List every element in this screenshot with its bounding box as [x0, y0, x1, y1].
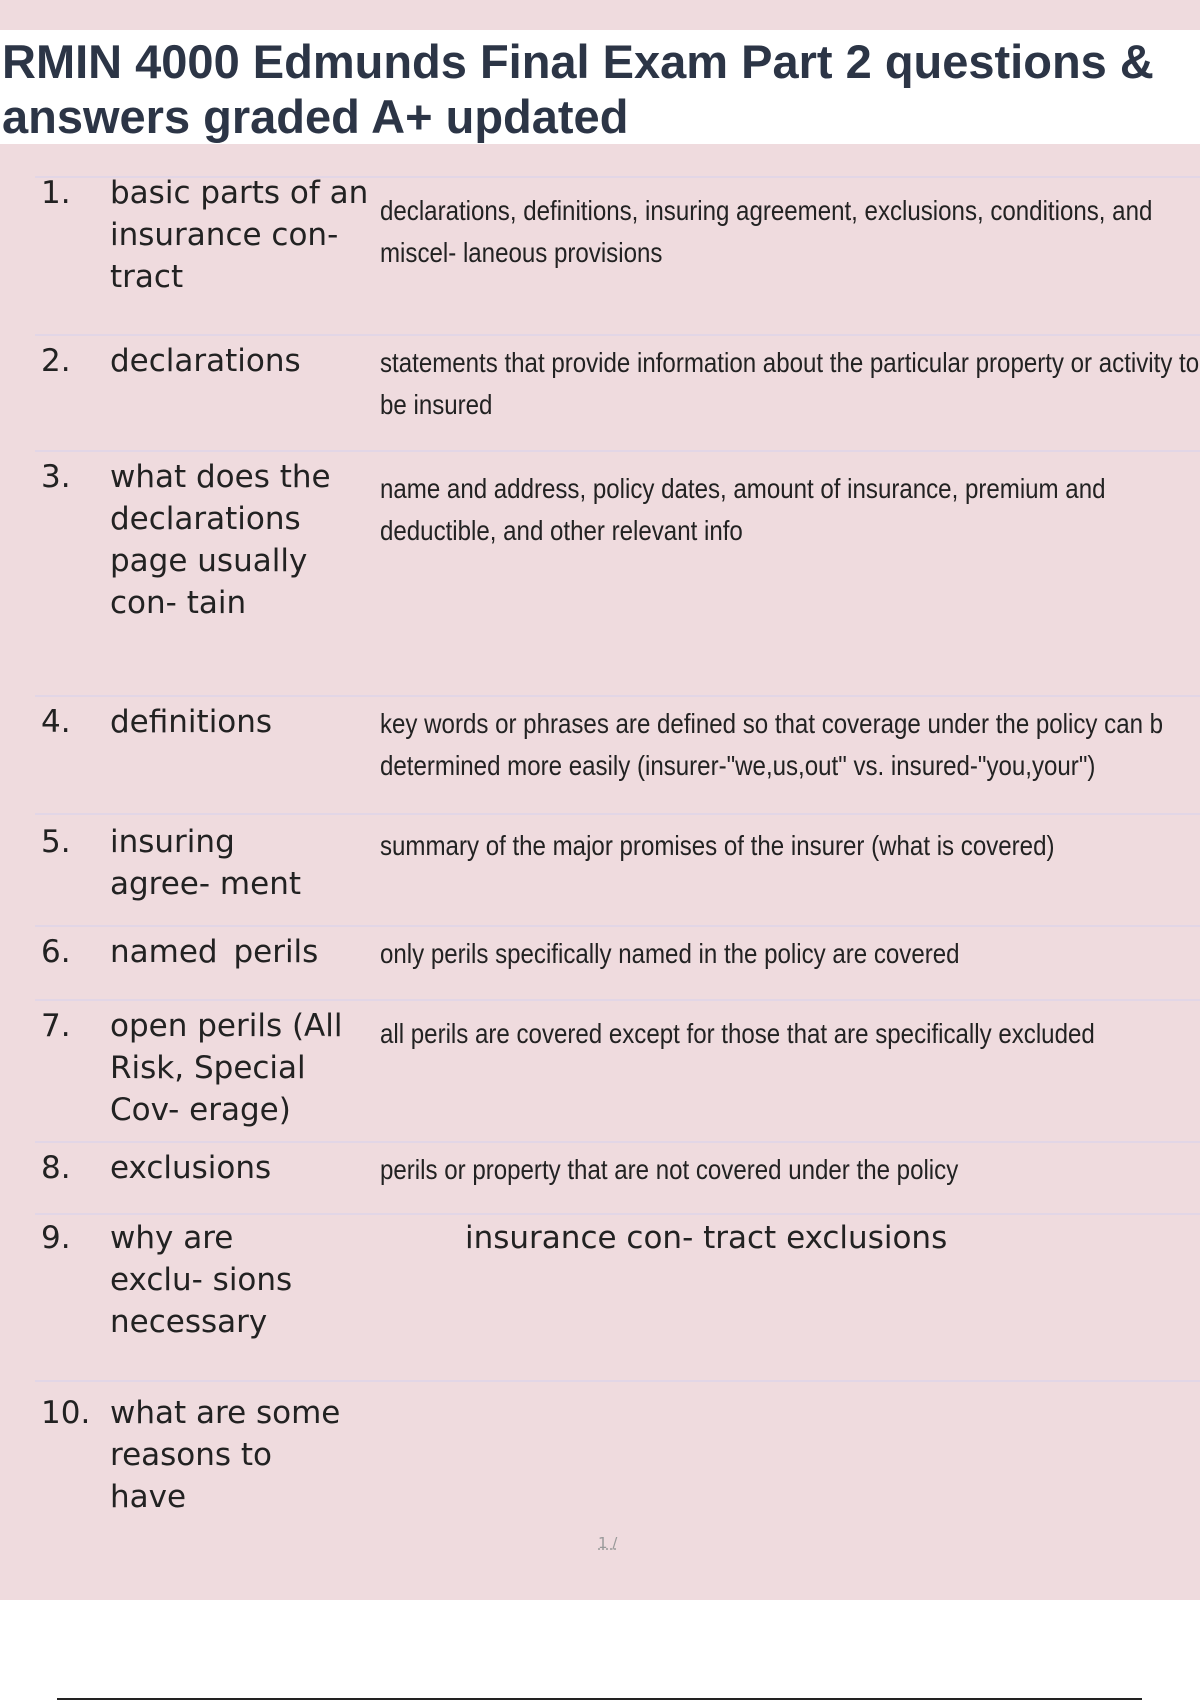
- term-answer: statements that provide information about the particular property or activity to be insured: [380, 347, 1200, 420]
- term-row-7: [35, 999, 1200, 1143]
- term-row-3: [35, 450, 1200, 684]
- term-question: declarations: [110, 343, 301, 379]
- term-row-1: [35, 176, 1200, 306]
- term-row-8: [35, 1141, 1200, 1215]
- term-question: insuring agree- ment: [110, 824, 301, 902]
- term-answer: summary of the major promises of the insurer (what is covered): [380, 830, 1055, 861]
- term-number: 8.: [41, 1150, 71, 1186]
- term-question: open perils (All Risk, Special Cov- erage): [110, 1008, 343, 1128]
- document-title: RMIN 4000 Edmunds Final Exam Part 2 questions & answers graded A+ updated: [2, 35, 1154, 143]
- term-number: 5.: [41, 824, 71, 860]
- term-question: why are exclu- sions necessary: [110, 1220, 293, 1340]
- term-question: what does the declarations page usually con- tain: [110, 459, 331, 621]
- term-question: basic parts of an insurance con- tract: [110, 175, 369, 295]
- term-row-9: [35, 1213, 1200, 1367]
- term-row-6: [35, 925, 1200, 1001]
- term-answer: perils or property that are not covered under the policy: [380, 1154, 959, 1185]
- page-number: 1 /: [598, 1534, 618, 1552]
- term-answer: declarations, definitions, insuring agreement, exclusions, conditions, and miscel- laneous provisions: [380, 195, 1153, 268]
- term-number: 2.: [41, 343, 71, 379]
- term-row-2: [35, 334, 1200, 452]
- term-number: 7.: [41, 1008, 71, 1044]
- term-question: what are some reasons to have: [110, 1395, 341, 1515]
- top-band: [0, 0, 1200, 30]
- term-answer: all perils are covered except for those that are specifically excluded: [380, 1018, 1095, 1049]
- term-number: 1.: [41, 175, 71, 211]
- term-number: 6.: [41, 934, 71, 970]
- term-number: 9.: [41, 1220, 71, 1256]
- term-answer: name and address, policy dates, amount of insurance, premium and deductible, and other relevant info: [380, 473, 1106, 546]
- title-block: [0, 30, 1200, 144]
- term-row-5: [35, 813, 1200, 927]
- term-answer: key words or phrases are defined so that coverage under the policy can b determined more easily (insurer-"we,us,out" vs. insured-"you,your"): [380, 708, 1164, 781]
- term-question: named perils: [110, 934, 319, 970]
- term-number: 4.: [41, 704, 71, 740]
- term-row-4: [35, 695, 1200, 815]
- term-number: 3.: [41, 459, 71, 495]
- flashcard-list: [0, 144, 1200, 1600]
- term-row-10: [35, 1380, 1200, 1532]
- term-question: definitions: [110, 704, 273, 740]
- term-number: 10.: [41, 1395, 91, 1431]
- term-question: exclusions: [110, 1150, 272, 1186]
- term-answer: only perils specifically named in the policy are covered: [380, 938, 960, 969]
- term-answer: insurance con- tract exclusions: [465, 1220, 948, 1256]
